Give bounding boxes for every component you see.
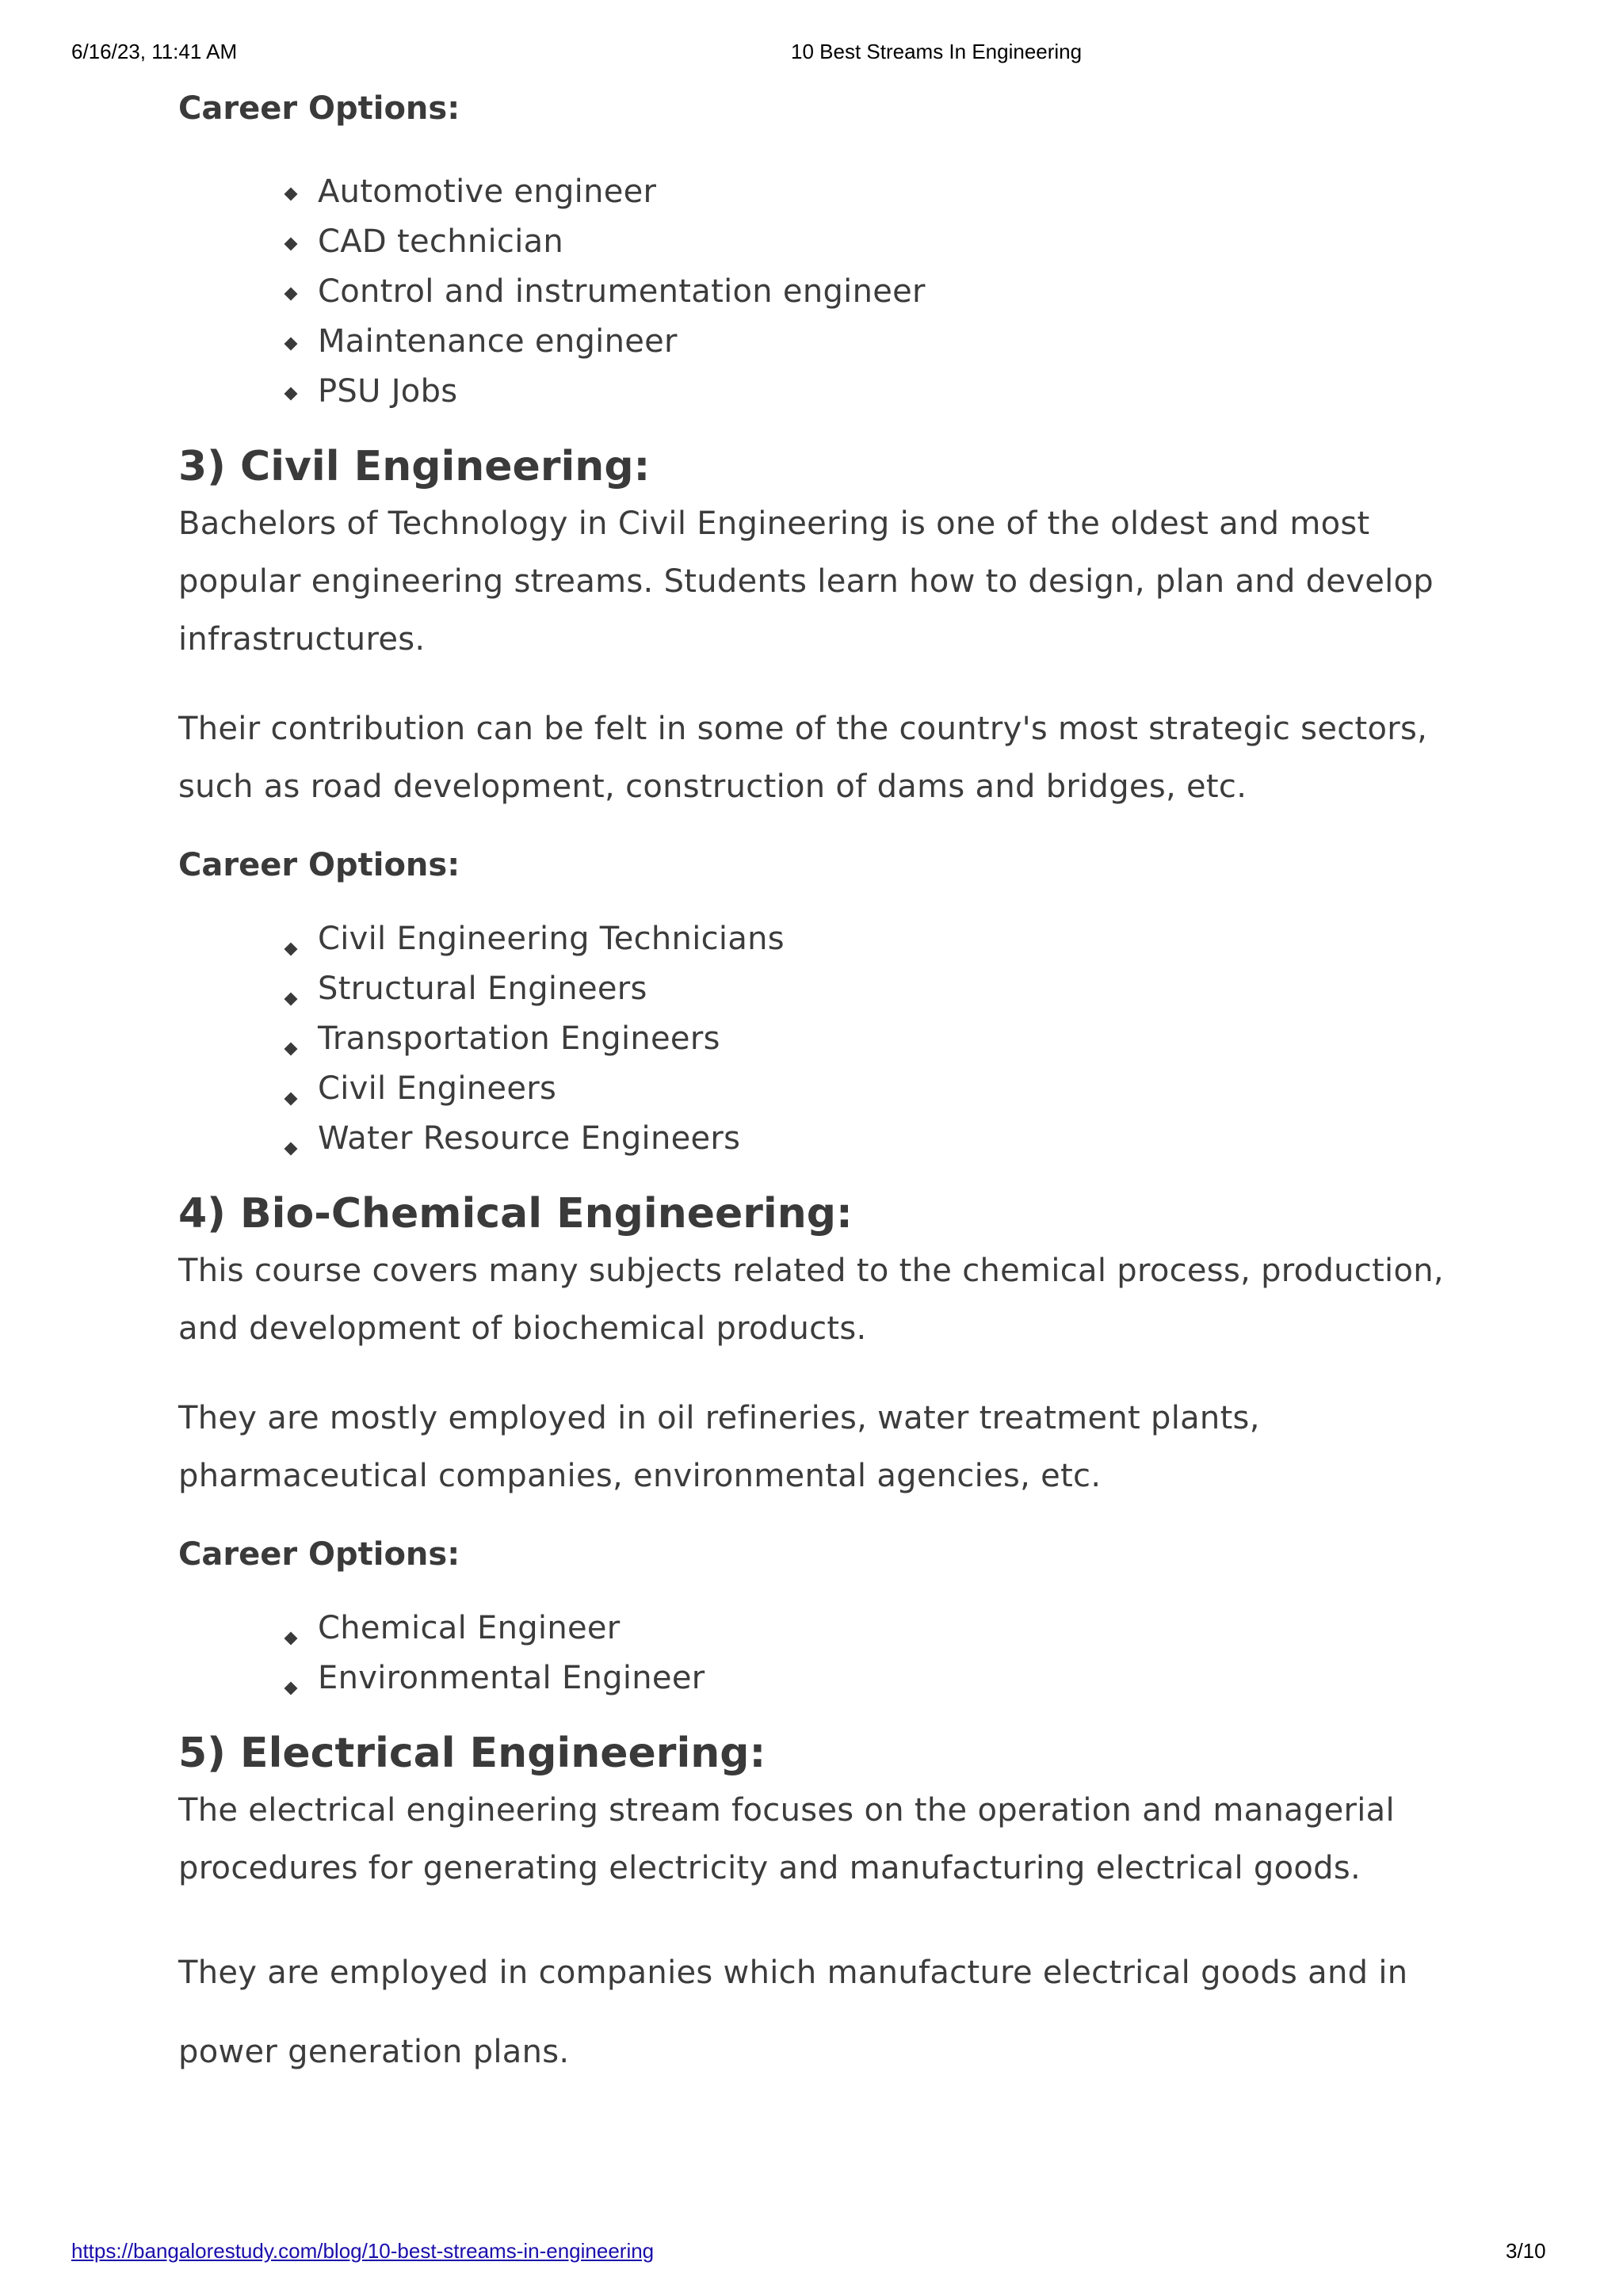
bullet-diamond-icon bbox=[285, 943, 298, 956]
article-body bbox=[178, 79, 1478, 2092]
section-paragraph: They are employed in companies which manufacture electrical goods and in power generation plans. bbox=[178, 1955, 1408, 2070]
bullet-diamond-icon bbox=[285, 993, 298, 1006]
list-item: Transportation Engineers bbox=[178, 1014, 1478, 1064]
list-item: Civil Engineers bbox=[178, 1064, 1478, 1114]
bullet-diamond-icon bbox=[285, 238, 298, 251]
list-item: CAD technician bbox=[178, 217, 1478, 267]
list-item: Control and instrumentation engineer bbox=[178, 267, 1478, 317]
bullet-diamond-icon bbox=[285, 188, 298, 201]
bullet-diamond-icon bbox=[285, 338, 298, 351]
bullet-diamond-icon bbox=[285, 288, 298, 301]
bullet-diamond-icon bbox=[285, 1142, 298, 1156]
print-title: 10 Best Streams In Engineering bbox=[791, 40, 1083, 63]
career-list bbox=[178, 1604, 1478, 1703]
bullet-diamond-icon bbox=[285, 1093, 298, 1106]
section-paragraph: The electrical engineering stream focuses on the operation and managerial procedures for generating electricity and manufacturing electrical goods. bbox=[178, 1792, 1395, 1886]
list-item: PSU Jobs bbox=[178, 367, 1478, 417]
list-item: Civil Engineering Technicians bbox=[178, 914, 1478, 964]
list-item: Automotive engineer bbox=[178, 167, 1478, 217]
section-paragraph: Bachelors of Technology in Civil Engineering is one of the oldest and most popular engineering streams. Students learn how to design, plan and develop infrastructures. bbox=[178, 505, 1434, 658]
list-item: Chemical Engineer bbox=[178, 1604, 1478, 1653]
list-item: Structural Engineers bbox=[178, 964, 1478, 1014]
list-item: Maintenance engineer bbox=[178, 317, 1478, 367]
section-heading-biochemical: 4) Bio-Chemical Engineering: bbox=[178, 1190, 853, 1238]
section-heading-civil: 3) Civil Engineering: bbox=[178, 443, 651, 490]
bullet-diamond-icon bbox=[285, 387, 298, 401]
career-list bbox=[178, 914, 1478, 1164]
career-list bbox=[178, 167, 1478, 417]
source-url-link[interactable]: https://bangalorestudy.com/blog/10-best-streams-in-engineering bbox=[71, 2239, 655, 2263]
bullet-diamond-icon bbox=[285, 1632, 298, 1646]
list-item: Environmental Engineer bbox=[178, 1653, 1478, 1703]
bullet-diamond-icon bbox=[285, 1682, 298, 1695]
career-options-label: Career Options: bbox=[178, 847, 460, 883]
section-paragraph: Their contribution can be felt in some of the country's most strategic sectors, such as road development, construction of dams and bridges, etc. bbox=[178, 711, 1428, 805]
bullet-diamond-icon bbox=[285, 1043, 298, 1056]
career-options-label: Career Options: bbox=[178, 1536, 460, 1573]
career-options-label: Career Options: bbox=[178, 90, 460, 127]
section-paragraph: This course covers many subjects related to the chemical process, production, and development of biochemical products. bbox=[178, 1253, 1444, 1347]
page-number: 3/10 bbox=[1506, 2239, 1546, 2263]
section-paragraph: They are mostly employed in oil refineries, water treatment plants, pharmaceutical companies, environmental agencies, etc. bbox=[178, 1400, 1260, 1494]
print-datetime: 6/16/23, 11:41 AM bbox=[71, 40, 238, 63]
list-item: Water Resource Engineers bbox=[178, 1114, 1478, 1164]
section-heading-electrical: 5) Electrical Engineering: bbox=[178, 1730, 766, 1777]
